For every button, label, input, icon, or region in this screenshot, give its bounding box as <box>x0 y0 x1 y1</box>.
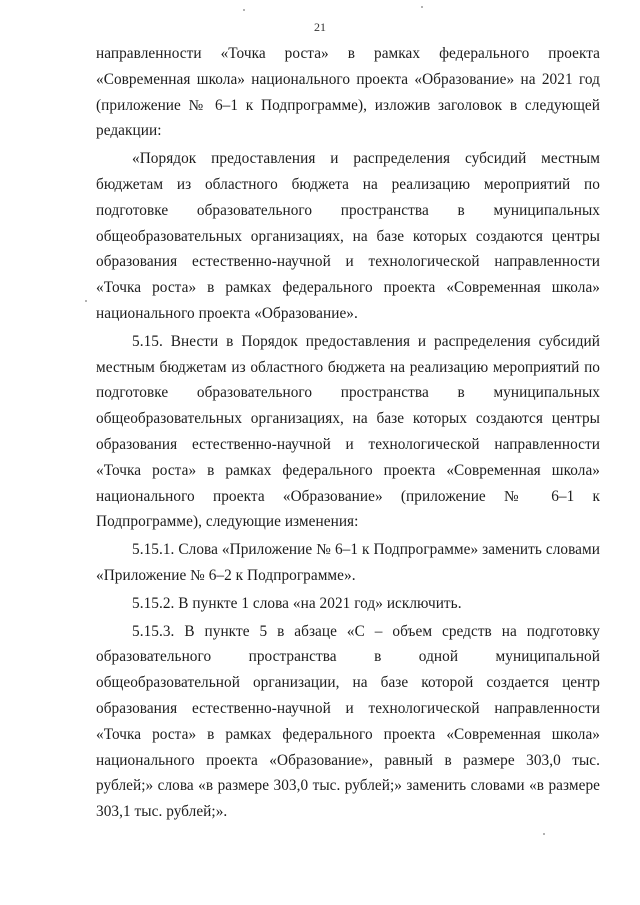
scan-speck <box>85 300 87 302</box>
scan-speck <box>243 9 245 11</box>
paragraph-quoted-title: «Порядок предоставления и распределения субсидий местным бюджетам из областного бюджета на реализацию мероприятий по подготовке образовательного пространства в муниципальных общеобразовательных организациях, на базе которых создаются центры образования естественно-научной и технологической направленности «Точка роста» в рамках федерального проекта «Современная школа» национального проекта «Образование». <box>96 150 600 322</box>
document-body <box>96 41 600 825</box>
paragraph-item-5-15-3: 5.15.3. В пункте 5 в абзаце «С – объем средств на подготовку образовательного пространства в одной муниципальной общеобразовательной организации, на базе которой создается центр образования естественно-научной и технологической направленности «Точка роста» в рамках федерального проекта «Современная школа» национального проекта «Образование», равный в размере 303,0 тыс. рублей;» слова «в размере 303,0 тыс. рублей;» заменить словами «в размере 303,1 тыс. рублей;». <box>96 622 600 821</box>
paragraph-item-5-15-2: 5.15.2. В пункте 1 слова «на 2021 год» исключить. <box>132 594 462 612</box>
paragraph-continuation: направленности «Точка роста» в рамках федерального проекта «Современная школа» национального проекта «Образование» на 2021 год (приложение № 6–1 к Подпрограмме), изложив заголовок в следующей редакции: <box>96 45 600 140</box>
page-number: 21 <box>314 20 326 34</box>
paragraph-item-5-15: 5.15. Внести в Порядок предоставления и распределения субсидий местным бюджетам из областного бюджета на реализацию мероприятий по подготовке образовательного пространства в муниципальных общеобразовательных организациях, на базе которых создаются центры образования естественно-научной и технологической направленности «Точка роста» в рамках федерального проекта «Современная школа» национального проекта «Образование» (приложение № 6–1 к Подпрограмме), следующие изменения: <box>96 332 600 531</box>
scan-speck <box>543 833 545 835</box>
paragraph-item-5-15-1: 5.15.1. Слова «Приложение № 6–1 к Подпрограмме» заменить словами «Приложение № 6–2 к Подпрограмме». <box>96 541 600 584</box>
scan-speck <box>421 6 423 8</box>
